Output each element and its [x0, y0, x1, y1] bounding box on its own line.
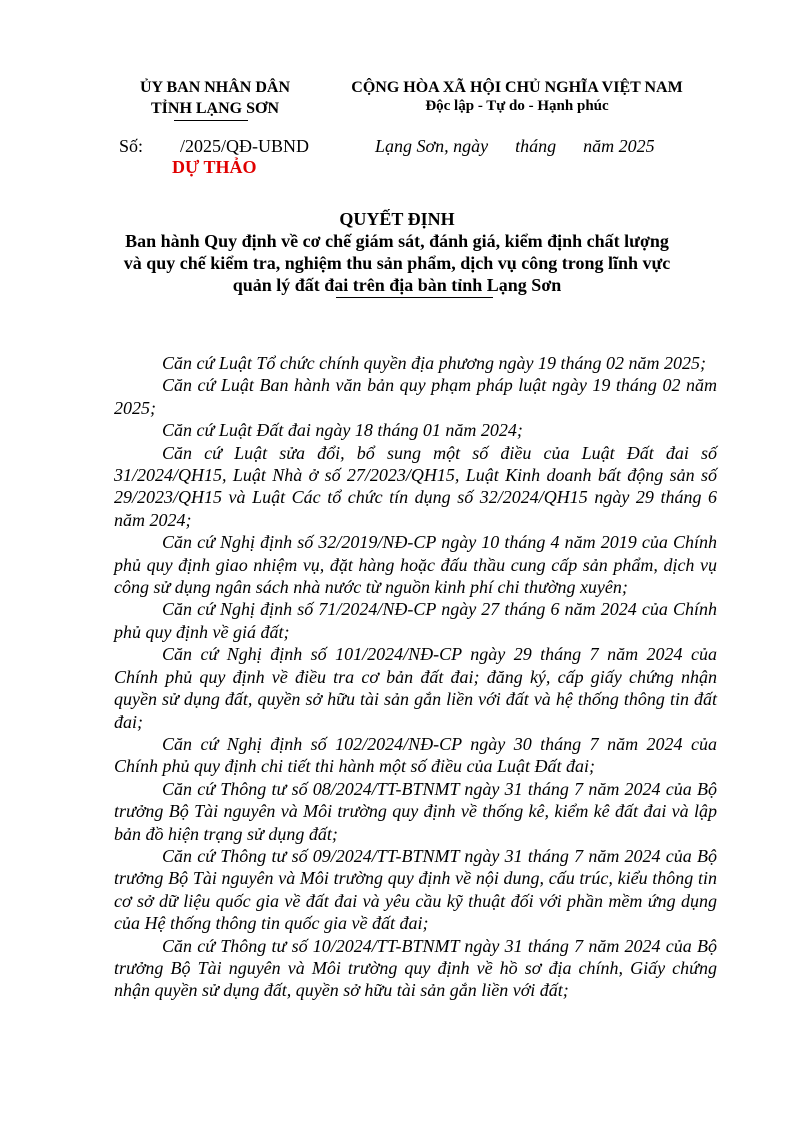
agency-line-2: TỈNH LẠNG SƠN [150, 100, 280, 117]
title-line-3: quản lý đất đai trên địa bàn tỉnh Lạng Sơn [232, 275, 562, 295]
doc-number: /2025/QĐ-UBND [180, 136, 309, 156]
title-line-2: và quy chế kiểm tra, nghiệm thu sản phẩm, dịch vụ công trong lĩnh vực [123, 253, 671, 273]
title-main: QUYẾT ĐỊNH [339, 209, 455, 229]
basis-paragraph: Căn cứ Thông tư số 08/2024/TT-BTNMT ngày 31 tháng 7 năm 2024 của Bộ trưởng Bộ Tài nguyên và Môi trường quy định về thống kê, kiểm kê đất đai và lập bản đồ hiện trạng sử dụng đất; [114, 778, 717, 844]
basis-paragraph: Căn cứ Thông tư số 10/2024/TT-BTNMT ngày 31 tháng 7 năm 2024 của Bộ trưởng Bộ Tài nguyên và Môi trường quy định về hồ sơ địa chính, Giấy chứng nhận quyền sử dụng đất, quyền sở hữu tài sản gắn liền với đất; [114, 935, 717, 1001]
basis-paragraph: Căn cứ Nghị định số 71/2024/NĐ-CP ngày 27 tháng 6 năm 2024 của Chính phủ quy định về giá đất; [114, 599, 717, 642]
legal-basis [114, 352, 717, 1002]
basis-paragraph: Căn cứ Luật Tổ chức chính quyền địa phương ngày 19 tháng 02 năm 2025; [162, 353, 707, 373]
place-date: Lạng Sơn, ngày tháng năm 2025 [375, 136, 655, 156]
basis-paragraph: Căn cứ Luật Ban hành văn bản quy phạm pháp luật ngày 19 tháng 02 năm 2025; [114, 375, 717, 418]
doc-number-label: Số: [119, 136, 144, 156]
basis-paragraph: Căn cứ Nghị định số 102/2024/NĐ-CP ngày 30 tháng 7 năm 2024 của Chính phủ quy định chi tiết thi hành một số điều của Luật Đất đai; [114, 733, 717, 777]
basis-paragraph: Căn cứ Nghị định số 32/2019/NĐ-CP ngày 10 tháng 4 năm 2019 của Chính phủ quy định giao nhiệm vụ, đặt hàng hoặc đấu thầu cung cấp sản phẩm, dịch vụ công sử dụng ngân sách nhà nước từ nguồn kinh phí chi thường xuyên; [114, 532, 717, 598]
title-underline [336, 297, 493, 298]
title-line-1: Ban hành Quy định về cơ chế giám sát, đánh giá, kiểm định chất lượng [125, 231, 669, 251]
basis-paragraph: Căn cứ Nghị định số 101/2024/NĐ-CP ngày 29 tháng 7 năm 2024 của Chính phủ quy định về điều tra cơ bản đất đai; đăng ký, cấp giấy chứng nhận quyền sử dụng đất, quyền sở hữu tài sản gắn liền với đất và hệ thống thông tin đất đai; [114, 644, 717, 732]
nation-line-1: CỘNG HÒA XÃ HỘI CHỦ NGHĨA VIỆT NAM [351, 79, 683, 96]
nation-line-2: Độc lập - Tự do - Hạnh phúc [425, 98, 609, 114]
agency-name [115, 77, 315, 119]
national-motto [330, 77, 704, 115]
basis-paragraph: Căn cứ Luật sửa đổi, bổ sung một số điều của Luật Đất đai số 31/2024/QH15, Luật Nhà ở số 27/2023/QH15, Luật Kinh doanh bất động sản số 29/2023/QH15 và Luật Các tổ chức tín dụng số 32/2024/QH15 ngày 29 tháng 6 năm 2024; [114, 442, 717, 530]
agency-line-1: ỦY BAN NHÂN DÂN [139, 79, 291, 96]
draft-label: DỰ THẢO [172, 157, 257, 177]
basis-paragraph: Căn cứ Luật Đất đai ngày 18 tháng 01 năm 2024; [162, 420, 523, 441]
basis-paragraph: Căn cứ Thông tư số 09/2024/TT-BTNMT ngày 31 tháng 7 năm 2024 của Bộ trưởng Bộ Tài nguyên và Môi trường quy định về nội dung, cấu trúc, kiểu thông tin cơ sở dữ liệu quốc gia về đất đai và yêu cầu kỹ thuật đối với phần mềm ứng dụng của Hệ thống thông tin quốc gia về đất đai; [114, 845, 717, 934]
agency-underline [174, 120, 248, 121]
decision-title [100, 208, 694, 296]
